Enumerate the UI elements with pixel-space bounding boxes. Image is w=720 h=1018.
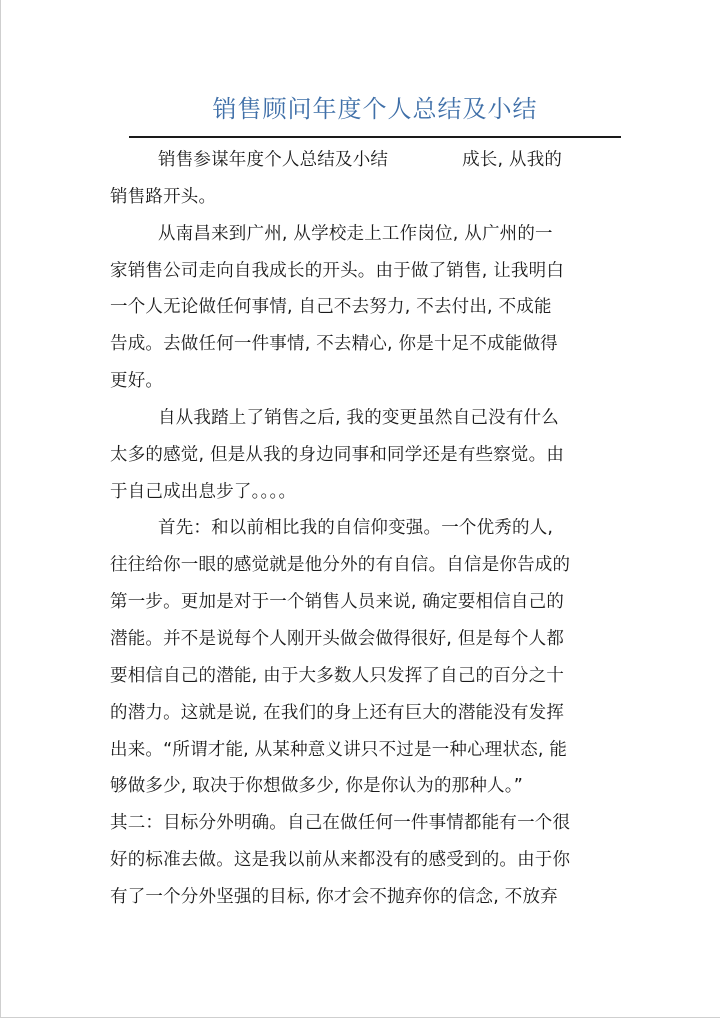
text-line: 销售参谋年度个人总结及小结 成长, 从我的 [158,150,563,170]
text-line: 出来。“所谓才能, 从某种意义讲只不过是一种心理状态, 能 [110,739,568,760]
text-line: 太多的感觉, 但是从我的身边同事和同学还是有些察觉。由 [110,444,565,465]
text-line: 从南昌来到广州, 从学校走上工作岗位, 从广州的一 [158,223,553,244]
text-line: 告成。去做任何一件事情, 不去精心, 你是十足不成能做得 [110,334,558,355]
title-underline [129,136,621,138]
text-line: 其二：目标分外明确。自己在做任何一件事情都能有一个很 [110,813,571,834]
text-line: 于自己成出息步了。。。。 [110,481,297,502]
text-line: 更好。 [110,371,164,392]
text-line: 的潜力。这就是说, 在我们的身上还有巨大的潜能没有发挥 [110,702,565,723]
text-line: 自从我踏上了销售之后, 我的变更虽然自己没有什么 [158,407,559,428]
text-line: 第一步。更加是对于一个销售人员来说, 确定要相信自己的 [110,592,565,613]
text-line: 销售路开头。 [110,186,217,207]
text-line: 有了一个分外坚强的目标, 你才会不抛弃你的信念, 不放弃 [110,886,558,907]
text-line: 往往给你一眼的感觉就是他分外的有自信。自信是你告成的 [110,555,571,576]
text-line: 一个人无论做任何事情, 自己不去努力, 不去付出, 不成能 [110,297,552,318]
document-body [110,142,614,916]
document-title: 销售顾问年度个人总结及小结 [212,95,538,123]
text-line: 要相信自己的潜能, 由于大多数人只发挥了自己的百分之十 [110,665,565,686]
text-line: 家销售公司走向自我成长的开头。由于做了销售, 让我明白 [110,260,565,281]
text-line: 首先：和以前相比我的自信仰变强。一个优秀的人, [158,518,554,539]
text-line: 潜能。并不是说每个人刚开头做会做得很好, 但是每个人都 [110,628,565,649]
text-line: 好的标准去做。这是我以前从来都没有的感受到的。由于你 [110,850,571,871]
text-line: 够做多少, 取决于你想做多少, 你是你认为的那种人。” [110,776,523,797]
